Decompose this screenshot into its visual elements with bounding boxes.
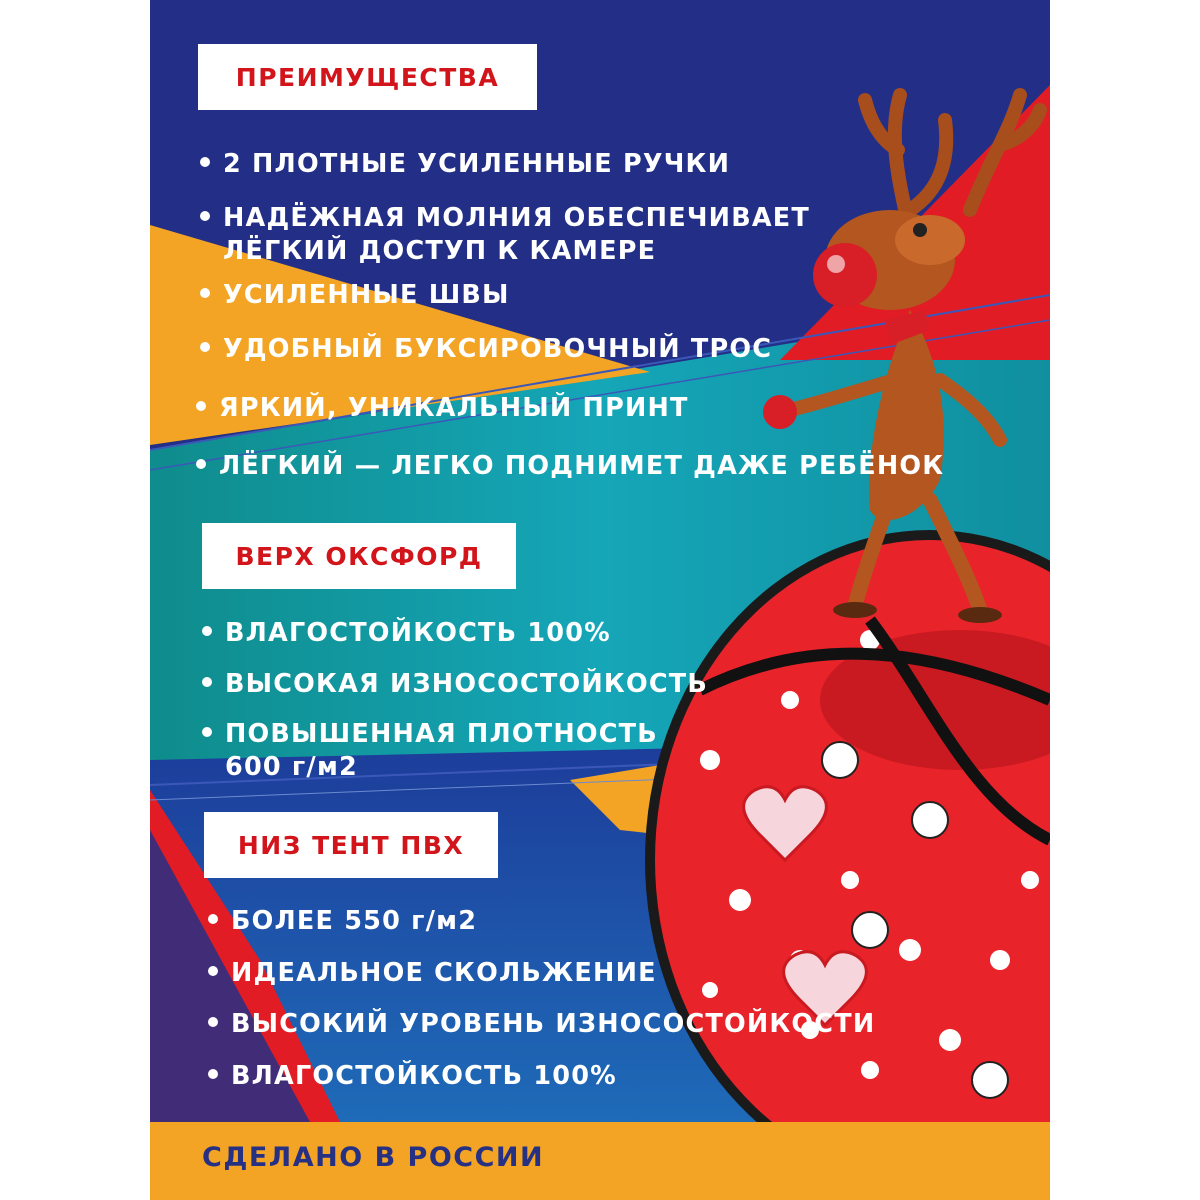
bullet-icon <box>200 342 210 352</box>
poster <box>150 0 1050 1200</box>
bullet-icon <box>200 211 210 221</box>
section-heading-label: ПРЕИМУЩЕСТВА <box>235 62 500 92</box>
bullet-icon <box>208 914 218 924</box>
list-item-text: УСИЛЕННЫЕ ШВЫ <box>223 280 510 310</box>
list-item <box>200 148 730 181</box>
bullet-icon <box>208 1017 218 1027</box>
section-heading-advantages <box>198 44 537 110</box>
list-item-text: НАДЁЖНАЯ МОЛНИЯ ОБЕСПЕЧИВАЕТ <box>223 203 810 233</box>
list-item <box>202 718 658 784</box>
list-item-text: ВЛАГОСТОЙКОСТЬ 100% <box>231 1061 617 1091</box>
bullet-icon <box>208 966 218 976</box>
bullet-icon <box>200 157 210 167</box>
list-item-text: ЛЁГКИЙ — ЛЕГКО ПОДНИМЕТ ДАЖЕ РЕБЁНОК <box>219 451 945 481</box>
section-heading-pvc-bottom <box>204 812 498 878</box>
list-item-text: ВЫСОКАЯ ИЗНОСОСТОЙКОСТЬ <box>225 669 709 699</box>
list-item-text: ВЛАГОСТОЙКОСТЬ 100% <box>225 618 611 648</box>
section-heading-oxford-top <box>202 523 516 589</box>
section-heading-label: ВЕРХ ОКСФОРД <box>235 541 483 571</box>
list-item <box>200 333 772 366</box>
snow-tube-illustration <box>645 530 1050 1190</box>
list-item <box>208 957 657 990</box>
list-item <box>196 392 689 425</box>
footer-banner <box>150 1122 1050 1200</box>
bullet-icon <box>200 288 210 298</box>
list-item-text: БОЛЕЕ 550 г/м2 <box>231 906 478 936</box>
list-item <box>200 202 810 268</box>
list-item-text: 2 ПЛОТНЫЕ УСИЛЕННЫЕ РУЧКИ <box>223 149 731 179</box>
list-item-text: ВЫСОКИЙ УРОВЕНЬ ИЗНОСОСТОЙКОСТИ <box>231 1009 876 1039</box>
list-item <box>196 450 944 483</box>
bullet-icon <box>196 401 206 411</box>
bullet-icon <box>208 1069 218 1079</box>
list-item <box>208 1008 875 1041</box>
list-item <box>208 1060 617 1093</box>
bullet-icon <box>202 727 212 737</box>
list-item-text: ПОВЫШЕННАЯ ПЛОТНОСТЬ <box>225 719 658 749</box>
list-item <box>202 668 708 701</box>
list-item-text-continued: 600 г/м2 <box>225 752 358 782</box>
list-item <box>208 905 477 938</box>
footer-text: СДЕЛАНО В РОССИИ <box>202 1142 545 1173</box>
list-item-text: УДОБНЫЙ БУКСИРОВОЧНЫЙ ТРОС <box>223 334 773 364</box>
bullet-icon <box>202 626 212 636</box>
list-item-text: ИДЕАЛЬНОЕ СКОЛЬЖЕНИЕ <box>231 958 657 988</box>
bullet-icon <box>196 459 206 469</box>
list-item-text-continued: ЛЁГКИЙ ДОСТУП К КАМЕРЕ <box>223 236 657 266</box>
list-item <box>200 279 510 312</box>
list-item-text: ЯРКИЙ, УНИКАЛЬНЫЙ ПРИНТ <box>219 393 689 423</box>
list-item <box>202 617 611 650</box>
bullet-icon <box>202 677 212 687</box>
section-heading-label: НИЗ ТЕНТ ПВХ <box>237 830 465 860</box>
